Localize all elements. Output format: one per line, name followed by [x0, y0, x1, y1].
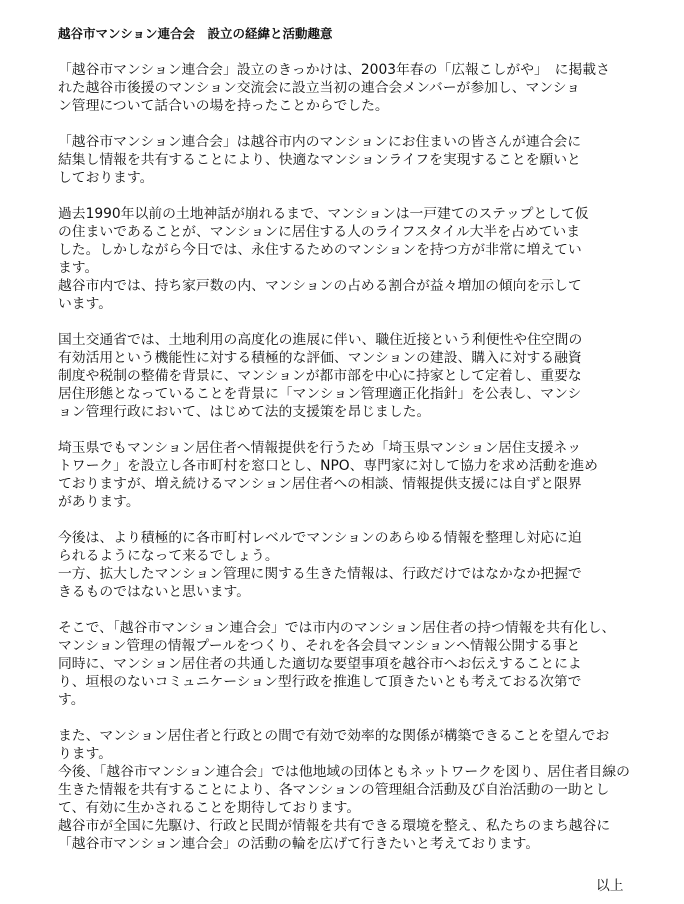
text-line: 「越谷市マンション連合会」の活動の輪を広げて行きたいと考えております。	[58, 836, 540, 852]
text-line: 今後、「越谷市マンション連合会」では他地域の団体ともネットワークを図り、居住者目線の	[58, 764, 630, 780]
text-line: きるものではないと思います。	[58, 584, 251, 600]
text-line: ン管理について話合いの場を持ったことからでした。	[58, 98, 389, 114]
text-line: す。	[58, 692, 85, 708]
text-line: 「越谷市マンション連合会」設立のきっかけは、2003年春の「広報こしがや」 に掲載さ	[58, 62, 610, 78]
text-line: 結集し情報を共有することにより、快適なマンションライフを実現することを願いと	[58, 152, 581, 168]
text-line: 居住形態となっていることを背景に「マンション管理適正化指針」を公表し、マンシ	[58, 386, 582, 402]
text-line: れた越谷市後援のマンション交流会に設立当初の連合会メンバーが参加し、マンショ	[58, 80, 581, 96]
text-line: 生きた情報を共有することにより、各マンションの管理組合活動及び自治活動の一助とし	[58, 782, 610, 798]
text-line: 越谷市が全国に先駆け、行政と民間が情報を共有できる環境を整え、私たちのまち越谷に	[58, 818, 611, 834]
text-line: り、垣根のないコミュニケーション型行政を推進して頂きたいとも考えておる次第で	[58, 674, 582, 690]
text-line: 埼玉県でもマンション居住者へ情報提供を行うため「埼玉県マンション居住支援ネッ	[58, 440, 582, 456]
text-line: 制度や税制の整備を背景に、マンションが都市部を中心に持家として定着し、重要な	[58, 368, 582, 384]
text-line: 「越谷市マンション連合会」は越谷市内のマンションにお住まいの皆さんが連合会に	[58, 134, 582, 150]
text-line: ョン管理行政において、はじめて法的支援策を昂じました。	[58, 404, 431, 420]
text-line: 同時に、マンション居住者の共通した適切な要望事項を越谷市へお伝えすることによ	[58, 656, 582, 672]
text-line: ります。	[58, 746, 113, 762]
text-line: 今後は、より積極的に各市町村レベルでマンションのあらゆる情報を整理し対応に迫	[58, 530, 582, 546]
text-line: の住まいであることが、マンションに居住する人のライフスタイル大半を占めていま	[58, 224, 581, 240]
text-line: ます。	[58, 260, 99, 276]
text-line: います。	[58, 296, 113, 312]
closing-text: 以上	[596, 878, 624, 894]
text-line: 有効活用という機能性に対する積極的な評価、マンションの建設、購入に対する融資	[58, 350, 582, 366]
text-line: 過去1990年以前の土地神話が崩れるまで、マンションは一戸建てのステップとして仮	[58, 206, 589, 222]
document-title: 越谷市マンション連合会 設立の経緯と活動趣意	[58, 26, 333, 41]
text-line: 国土交通省では、土地利用の高度化の進展に伴い、職住近接という利便性や住空間の	[58, 332, 583, 348]
text-line: があります。	[58, 494, 140, 510]
text-line: 越谷市内では、持ち家戸数の内、マンションの占める割合が益々増加の傾向を示して	[58, 278, 582, 294]
text-line: て、有効に生かされることを期待しております。	[58, 800, 361, 816]
text-line: した。しかしながら今日では、永住するためのマンションを持つ方が非常に増えてい	[58, 242, 582, 258]
text-line: しております。	[58, 170, 154, 186]
text-line: ておりますが、増え続けるマンション居住者への相談、情報提供支援には自ずと限界	[58, 476, 582, 492]
text-line: トワーク」を設立し各市町村を窓口とし、NPO、専門家に対して協力を求め活動を進め	[58, 458, 598, 474]
text-line: そこで、「越谷市マンション連合会」では市内のマンション居住者の持つ情報を共有化し、	[58, 620, 616, 636]
text-line: られるようになって来るでしょう。	[58, 548, 279, 564]
text-line: 一方、拡大したマンション管理に関する生きた情報は、行政だけではなかなか把握で	[58, 566, 582, 582]
text-line: マンション管理の情報プールをつくり、それを各会員マンションへ情報公開する事と	[58, 638, 581, 654]
text-line: また、マンション居住者と行政との間で有効で効率的な関係が構築できることを望んでお	[58, 728, 610, 744]
